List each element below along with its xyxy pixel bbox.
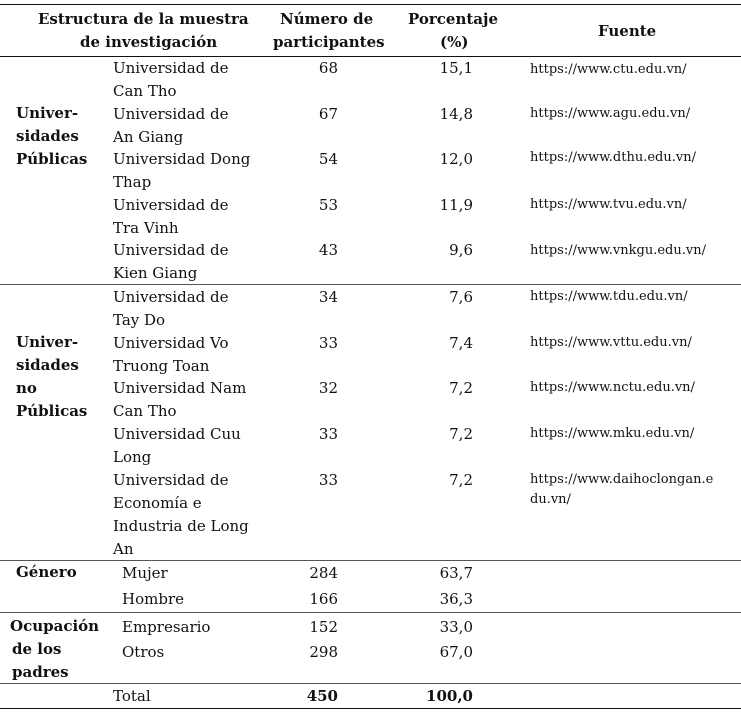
gender-row1-percentage: 63,7: [439, 564, 473, 582]
row3-count: 54: [318, 150, 338, 168]
row5-percentage: 9,6: [449, 241, 473, 259]
rule-header-bottom: [0, 56, 741, 57]
rule-gender-occupation: [0, 612, 741, 613]
gender-row2-name: Hombre: [122, 590, 184, 608]
row8-name-line2: Can Tho: [113, 402, 177, 420]
row9-name-line2: Long: [113, 448, 152, 466]
group-private-line3: no: [16, 379, 37, 397]
row1-name-line1: Universidad de: [113, 59, 229, 77]
row2-source: https://www.agu.edu.vn/: [530, 106, 691, 121]
header-percentage-line1: Porcentaje: [408, 10, 498, 28]
row5-count: 43: [318, 241, 338, 259]
row7-source: https://www.vttu.edu.vn/: [530, 335, 692, 350]
occupation-row2-count: 298: [309, 643, 338, 661]
rule-bottom: [0, 708, 741, 709]
row9-count: 33: [318, 425, 338, 443]
gender-row1-name: Mujer: [122, 564, 168, 582]
rule-public-private: [0, 284, 741, 285]
row1-count: 68: [318, 59, 338, 77]
row2-name-line2: An Giang: [113, 128, 184, 146]
occupation-row2-name: Otros: [122, 643, 165, 661]
group-public-line1: Univer-: [16, 104, 79, 122]
row5-name-line2: Kien Giang: [113, 264, 198, 282]
group-gender: Género: [16, 563, 77, 581]
row10-name-line1: Universidad de: [113, 471, 229, 489]
row6-percentage: 7,6: [449, 288, 473, 306]
row10-count: 33: [318, 471, 338, 489]
row8-source: https://www.nctu.edu.vn/: [530, 380, 695, 395]
row2-name-line1: Universidad de: [113, 105, 229, 123]
rule-before-total: [0, 683, 741, 684]
row6-count: 34: [318, 288, 338, 306]
gender-row2-percentage: 36,3: [439, 590, 473, 608]
row2-count: 67: [318, 105, 338, 123]
group-occupation-line1: Ocupación: [10, 617, 100, 635]
row3-percentage: 12,0: [439, 150, 473, 168]
row5-name-line1: Universidad de: [113, 241, 229, 259]
row1-name-line2: Can Tho: [113, 82, 177, 100]
row10-name-line2: Economía e: [113, 494, 202, 512]
row4-name-line1: Universidad de: [113, 196, 229, 214]
row6-source: https://www.tdu.edu.vn/: [530, 289, 688, 304]
row7-count: 33: [318, 334, 338, 352]
row4-percentage: 11,9: [439, 196, 473, 214]
row3-source: https://www.dthu.edu.vn/: [530, 150, 696, 165]
group-private-line4: Públicas: [16, 402, 88, 420]
header-participants-line2: participantes: [273, 33, 385, 51]
row4-count: 53: [318, 196, 338, 214]
group-private-line2: sidades: [16, 356, 79, 374]
group-occupation-line2: de los: [12, 640, 62, 658]
row10-source-line1: https://www.daihoclongan.e: [530, 472, 714, 487]
row5-source: https://www.vnkgu.edu.vn/: [530, 243, 706, 258]
header-source: Fuente: [598, 22, 657, 40]
total-count: 450: [306, 687, 338, 705]
gender-row2-count: 166: [309, 590, 338, 608]
header-participants-line1: Número de: [280, 10, 374, 28]
row8-name-line1: Universidad Nam: [113, 379, 247, 397]
total-percentage: 100,0: [426, 687, 473, 705]
group-occupation-line3: padres: [12, 663, 69, 681]
row10-source-line2: du.vn/: [530, 492, 571, 507]
row9-source: https://www.mku.edu.vn/: [530, 426, 695, 441]
row9-percentage: 7,2: [449, 425, 473, 443]
row4-name-line2: Tra Vinh: [113, 219, 179, 237]
row10-percentage: 7,2: [449, 471, 473, 489]
row7-name-line1: Universidad Vo: [113, 334, 229, 352]
group-private-line1: Univer-: [16, 333, 79, 351]
gender-row1-count: 284: [309, 564, 338, 582]
occupation-row2-percentage: 67,0: [439, 643, 473, 661]
occupation-row1-name: Empresario: [122, 618, 211, 636]
row7-percentage: 7,4: [449, 334, 473, 352]
row7-name-line2: Truong Toan: [113, 357, 210, 375]
header-percentage-line2: (%): [440, 33, 469, 51]
row6-name-line2: Tay Do: [113, 311, 166, 329]
row1-percentage: 15,1: [439, 59, 473, 77]
header-structure-line2: de investigación: [80, 33, 218, 51]
occupation-row1-percentage: 33,0: [439, 618, 473, 636]
group-public-line2: sidades: [16, 127, 79, 145]
rule-top: [0, 4, 741, 5]
group-public-line3: Públicas: [16, 150, 88, 168]
rule-private-gender: [0, 560, 741, 561]
occupation-row1-count: 152: [309, 618, 338, 636]
row9-name-line1: Universidad Cuu: [113, 425, 241, 443]
row1-source: https://www.ctu.edu.vn/: [530, 62, 687, 77]
row10-name-line3: Industria de Long: [113, 517, 249, 535]
row3-name-line2: Thap: [113, 173, 152, 191]
row3-name-line1: Universidad Dong: [113, 150, 251, 168]
row8-count: 32: [318, 379, 338, 397]
row6-name-line1: Universidad de: [113, 288, 229, 306]
row2-percentage: 14,8: [439, 105, 473, 123]
row10-name-line4: An: [113, 540, 134, 558]
total-label: Total: [113, 687, 151, 705]
row8-percentage: 7,2: [449, 379, 473, 397]
header-structure-line1: Estructura de la muestra: [38, 10, 249, 28]
row4-source: https://www.tvu.edu.vn/: [530, 197, 687, 212]
